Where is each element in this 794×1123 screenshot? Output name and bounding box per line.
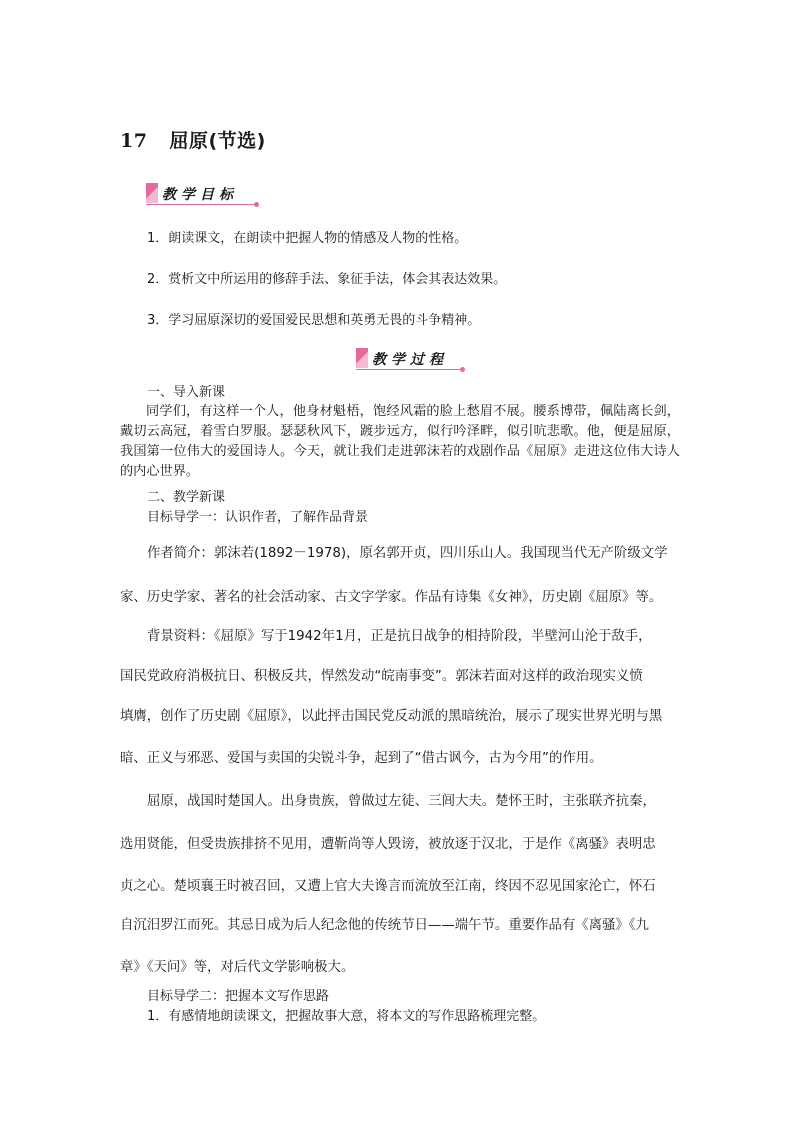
divider: [356, 369, 464, 370]
section-label: 教学过程: [372, 352, 448, 368]
quyuan-line: 贞之心。楚顷襄王时被召回，又遭上官大夫谗言而流放至江南，终因不忍见国家沦亡，怀石: [120, 879, 656, 894]
background-line: 国民党政府消极抗日、积极反共，悍然发动“皖南事变”。郭沫若面对这样的政治现实义愤: [120, 669, 643, 684]
divider: [146, 204, 256, 205]
dot-icon: [254, 202, 259, 207]
heading-new-lesson: 二、教学新课: [147, 490, 226, 505]
background-line: 暗、正义与邪恶、爱国与卖国的尖锐斗争，起到了“借古讽今，古为今用”的作用。: [120, 751, 603, 766]
goal-guide-1: 目标导学一：认识作者，了解作品背景: [147, 510, 369, 525]
section-label: 教学目标: [162, 187, 238, 203]
lesson-title: [120, 126, 266, 153]
quyuan-line: 自沉汨罗江而死。其忌日成为后人纪念他的传统节日——端午节。重要作品有《离骚》《九: [120, 918, 649, 933]
background-line: 填膺，创作了历史剧《屈原》，以此抨击国民党反动派的黑暗统治，展示了现实世界光明与黑: [120, 709, 663, 724]
lesson-number: 17: [120, 130, 148, 152]
lesson-name: 屈原: [169, 130, 209, 152]
intro-paragraph: 同学们，有这样一个人，他身材魁梧，饱经风霜的脸上愁眉不展。腰系博带，佩陆离长剑，戴切云高冠，着雪白罗服。瑟瑟秋风下，踱步远方，似行吟泽畔，似引吭悲歌。他，便是屈原，我国第一位伟大的爱国诗人。今天，就让我们走进郭沫若的戏剧作品《屈原》走进这位伟大诗人的内心世界。: [120, 404, 680, 479]
goal-item: 1．朗读课文，在朗读中把握人物的情感及人物的性格。: [147, 231, 468, 246]
lesson-subtitle: (节选): [208, 130, 266, 152]
background-line: 背景资料：《屈原》写于1942年1月，正是抗日战争的相持阶段，半壁河山沦于敌手，: [147, 629, 652, 644]
dot-icon: [460, 367, 465, 372]
goal-item: 2．赏析文中所运用的修辞手法、象征手法，体会其表达效果。: [147, 272, 507, 287]
section-banner-teaching-process: [356, 348, 468, 370]
goal-item: 3．学习屈原深切的爱国爱民思想和英勇无畏的斗争精神。: [147, 313, 481, 328]
quyuan-line: 章》《天问》等，对后代文学影响极大。: [120, 960, 355, 975]
section-banner-teaching-goals: [146, 183, 266, 205]
ribbon-icon: [356, 348, 368, 368]
quyuan-line: 选用贤能，但受贵族排挤不见用，遭靳尚等人毁谤，被放逐于汉北，于是作《离骚》表明忠: [120, 837, 656, 852]
ribbon-icon: [146, 183, 158, 203]
quyuan-line: 屈原，战国时楚国人。出身贵族，曾做过左徒、三闾大夫。楚怀王时，主张联齐抗秦，: [147, 794, 656, 809]
task-item: 1．有感情地朗读课文，把握故事大意，将本文的写作思路梳理完整。: [147, 1009, 546, 1024]
author-line: 家、历史学家、著名的社会活动家、古文字学家。作品有诗集《女神》，历史剧《屈原》等。: [120, 590, 663, 605]
heading-intro: 一、导入新课: [147, 385, 226, 400]
author-line: 作者简介：郭沫若(1892－1978)，原名郭开贞，四川乐山人。我国现当代无产阶级文学: [147, 546, 668, 561]
goal-guide-2: 目标导学二：把握本文写作思路: [147, 989, 330, 1004]
